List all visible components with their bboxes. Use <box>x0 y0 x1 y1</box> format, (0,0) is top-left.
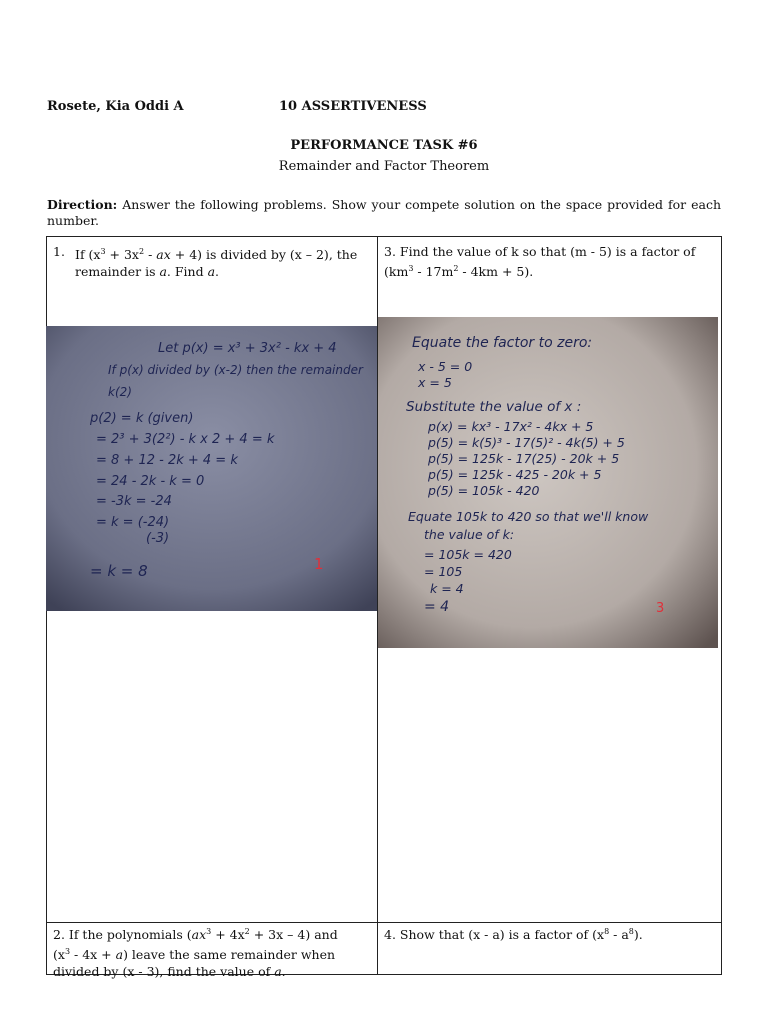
section-label: 10 ASSERTIVENESS <box>279 99 427 114</box>
direction-paragraph <box>47 197 721 229</box>
p2-line-1: x - 5 = 0 <box>418 359 473 374</box>
p1-line-3: p(2) = k (given) <box>90 411 194 426</box>
p2-line-2: x = 5 <box>418 375 452 390</box>
q2-text-d: + 3x – 4) and <box>249 927 338 943</box>
q1-text-g: a <box>159 264 167 280</box>
p1-line-1: If p(x) divided by (x-2) then the remainder <box>108 363 363 377</box>
task-subtitle: Remainder and Factor Theorem <box>278 159 490 174</box>
p1-line-8: = k = (-24) <box>96 515 170 530</box>
p1-line-4: = 2³ + 3(2²) - k x 2 + 4 = k <box>96 432 275 447</box>
q4-text-b: - a <box>609 927 629 943</box>
question-2 <box>53 923 375 980</box>
p1-line-5: = 8 + 12 - 2k + 4 = k <box>96 453 238 468</box>
direction-label: Direction: <box>47 197 118 212</box>
p1-line-9: (-3) <box>146 531 170 546</box>
q2-sup-c: 3 <box>64 947 71 957</box>
q3-sup-a: 3 <box>408 264 414 273</box>
q2-text-b: ax <box>191 927 207 943</box>
question-1-number: 1. <box>53 244 65 259</box>
q3-text-b: (km <box>384 264 409 280</box>
student-name: Rosete, Kia Oddi A <box>47 99 184 114</box>
p2-line-4: p(x) = kx³ - 17x² - 4kx + 5 <box>428 419 594 434</box>
p2-line-11: = 105k = 420 <box>424 547 512 562</box>
q2-text-h: ) leave the same remainder when <box>123 947 336 963</box>
q1-text-d: ax <box>156 247 171 263</box>
q4-sup-a: 8 <box>604 927 610 936</box>
p2-line-12: = 105 <box>424 564 463 579</box>
q2-text-k: . <box>281 964 286 980</box>
p2-line-9: Equate 105k to 420 so that we'll know <box>408 509 649 524</box>
p2-line-10: the value of k: <box>424 527 515 542</box>
p1-grade-mark: 1 <box>314 555 324 573</box>
question-4 <box>384 923 718 943</box>
p2-grade-mark: 3 <box>656 601 665 616</box>
direction-text: Answer the following problems. Show your compete solution on the space provided for each number. <box>47 197 721 228</box>
q1-sup-a: 3 <box>100 247 106 256</box>
p1-line-7: = -3k = -24 <box>96 494 172 509</box>
p2-line-8: p(5) = 105k - 420 <box>428 483 540 498</box>
q1-sup-b: 2 <box>139 247 145 256</box>
task-title: PERFORMANCE TASK #6 <box>290 138 478 153</box>
q2-text-i: divided by (x - 3), find the value of <box>53 964 275 980</box>
q1-text-a: If (x <box>75 247 101 263</box>
p1-line-2: k(2) <box>108 385 132 399</box>
q1-text-j: . <box>215 264 220 280</box>
p2-line-3: Substitute the value of x : <box>406 399 582 415</box>
p2-line-0: Equate the factor to zero: <box>412 335 593 351</box>
q4-sup-b: 8 <box>628 927 634 936</box>
p2-line-13: k = 4 <box>430 581 464 596</box>
p1-line-0: Let p(x) = x³ + 3x² - kx + 4 <box>158 341 337 356</box>
q2-text-f: - 4x + <box>70 947 116 963</box>
q1-text-b: + 3x <box>105 247 139 263</box>
q1-text-c: - <box>144 247 157 263</box>
p1-line-10: = k = 8 <box>90 562 148 580</box>
p2-line-6: p(5) = 125k - 17(25) - 20k + 5 <box>428 451 620 466</box>
solution-photo-1 <box>46 326 377 611</box>
q1-text-e: + 4) is divided by (x – 2), the <box>170 247 358 263</box>
question-1 <box>53 243 373 280</box>
p2-line-7: p(5) = 125k - 425 - 20k + 5 <box>428 467 602 482</box>
q1-text-f: remainder is <box>75 264 160 280</box>
q2-text-a: 2. If the polynomials ( <box>53 927 192 943</box>
q1-text-h: . Find <box>166 264 208 280</box>
q4-text-a: 4. Show that (x - a) is a factor of (x <box>384 927 605 943</box>
q2-text-g: a <box>115 947 124 963</box>
q2-sup-b: 2 <box>244 927 250 936</box>
q2-text-e: (x <box>53 947 65 963</box>
q3-sup-b: 2 <box>453 264 459 273</box>
q2-text-j: a <box>274 964 282 980</box>
question-3 <box>384 243 718 280</box>
p2-line-14: = 4 <box>424 599 450 615</box>
q1-text-i: a <box>207 264 216 280</box>
q3-text-d: - 4km + 5). <box>458 264 534 280</box>
q2-text-c: + 4x <box>211 927 245 943</box>
q3-text-c: - 17m <box>413 264 454 280</box>
p1-line-6: = 24 - 2k - k = 0 <box>96 474 205 489</box>
q2-sup-a: 3 <box>206 927 212 936</box>
solution-photo-2 <box>378 317 718 648</box>
q3-line-1: 3. Find the value of k so that (m - 5) is a factor of <box>384 244 696 259</box>
p2-line-5: p(5) = k(5)³ - 17(5)² - 4k(5) + 5 <box>428 435 625 450</box>
q4-text-c: ). <box>633 927 643 943</box>
